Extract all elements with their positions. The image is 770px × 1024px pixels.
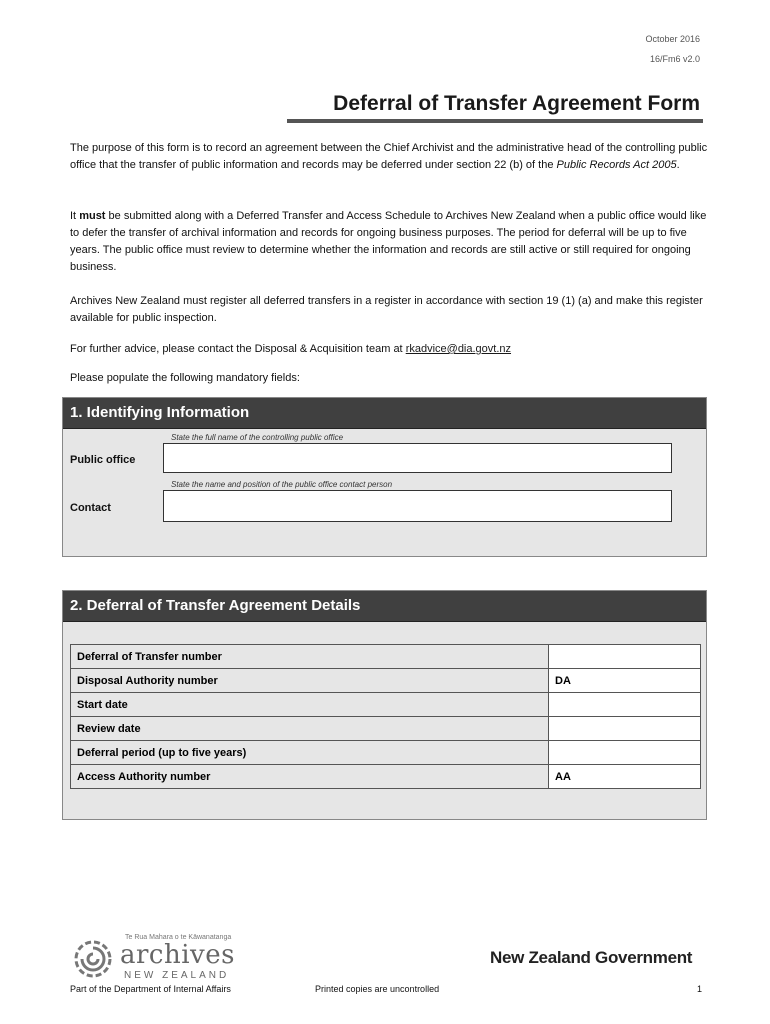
row-label: Start date bbox=[71, 693, 549, 717]
table-row bbox=[71, 741, 701, 765]
footer-uncontrolled-notice: Printed copies are uncontrolled bbox=[315, 984, 440, 994]
intro-paragraph-submission bbox=[70, 208, 710, 276]
intro-paragraph-contact bbox=[70, 341, 710, 358]
section-agreement-details bbox=[62, 590, 707, 820]
table-row bbox=[71, 693, 701, 717]
public-office-field[interactable] bbox=[163, 443, 672, 473]
agreement-details-table bbox=[70, 644, 701, 789]
contact-hint: State the name and position of the public office contact person bbox=[171, 480, 393, 489]
table-row bbox=[71, 645, 701, 669]
contact-field[interactable] bbox=[163, 490, 672, 522]
document-date: October 2016 bbox=[645, 34, 700, 44]
form-code: 16/Fm6 v2.0 bbox=[649, 54, 700, 64]
deferral-period-field[interactable] bbox=[549, 741, 701, 765]
intro-paragraph-register: Archives New Zealand must register all deferred transfers in a register in accordance with section 19 (1) (a) and make this register available for public inspection. bbox=[70, 295, 703, 324]
page-title: Deferral of Transfer Agreement Form bbox=[333, 92, 700, 115]
section-identifying-information bbox=[62, 397, 707, 557]
row-label: Review date bbox=[71, 717, 549, 741]
row-label: Deferral of Transfer number bbox=[71, 645, 549, 669]
table-row bbox=[71, 765, 701, 789]
access-authority-field[interactable]: AA bbox=[549, 765, 701, 789]
row-label: Disposal Authority number bbox=[71, 669, 549, 693]
purpose-text: The purpose of this form is to record an agreement between the Chief Archivist and the administrative head of the controlling public office that the transfer of public information and records may be deferred under section 22 (b) of the bbox=[70, 142, 708, 171]
title-underline bbox=[287, 119, 703, 123]
public-office-hint: State the full name of the controlling public office bbox=[171, 433, 344, 442]
section-1-heading: 1. Identifying Information bbox=[63, 398, 706, 429]
archives-spiral-icon bbox=[72, 938, 114, 980]
page-number: 1 bbox=[697, 984, 703, 994]
nz-government-logo: New Zealand Government bbox=[490, 948, 693, 967]
review-date-field[interactable] bbox=[549, 717, 701, 741]
act-name: Public Records Act 2005 bbox=[556, 159, 677, 171]
submission-start: It bbox=[70, 210, 77, 222]
disposal-authority-field[interactable]: DA bbox=[549, 669, 701, 693]
purpose-end: . bbox=[676, 159, 680, 171]
logo-wordmark: archives bbox=[120, 940, 235, 970]
section-2-heading: 2. Deferral of Transfer Agreement Details bbox=[63, 591, 706, 622]
start-date-field[interactable] bbox=[549, 693, 701, 717]
public-office-label: Public office bbox=[70, 454, 136, 466]
intro-paragraph-instruction: Please populate the following mandatory fields: bbox=[70, 372, 300, 384]
contact-label: Contact bbox=[70, 502, 111, 514]
row-label: Deferral period (up to five years) bbox=[71, 741, 549, 765]
logo-tagline: Te Rua Mahara o te Kāwanatanga bbox=[125, 934, 232, 941]
archives-nz-logo bbox=[72, 930, 247, 985]
email-link[interactable]: rkadvice@dia.govt.nz bbox=[405, 343, 512, 355]
row-label: Access Authority number bbox=[71, 765, 549, 789]
intro-paragraph-purpose bbox=[70, 140, 710, 174]
deferral-number-field[interactable] bbox=[549, 645, 701, 669]
footer-department: Part of the Department of Internal Affairs bbox=[70, 984, 231, 994]
table-row bbox=[71, 717, 701, 741]
submission-text: be submitted along with a Deferred Transfer and Access Schedule to Archives New Zealand when a public office would like to defer the transfer of archival information and records for ongoing business purposes. The period for deferral will be up to five years. The public office must review to determine whether the information and records are still active or still required for ongoing business. bbox=[70, 210, 707, 273]
submission-emphasis: must bbox=[79, 210, 106, 222]
contact-advice-text: For further advice, please contact the Disposal & Acquisition team at bbox=[70, 343, 403, 355]
table-row bbox=[71, 669, 701, 693]
logo-subtitle: NEW ZEALAND bbox=[124, 970, 230, 981]
